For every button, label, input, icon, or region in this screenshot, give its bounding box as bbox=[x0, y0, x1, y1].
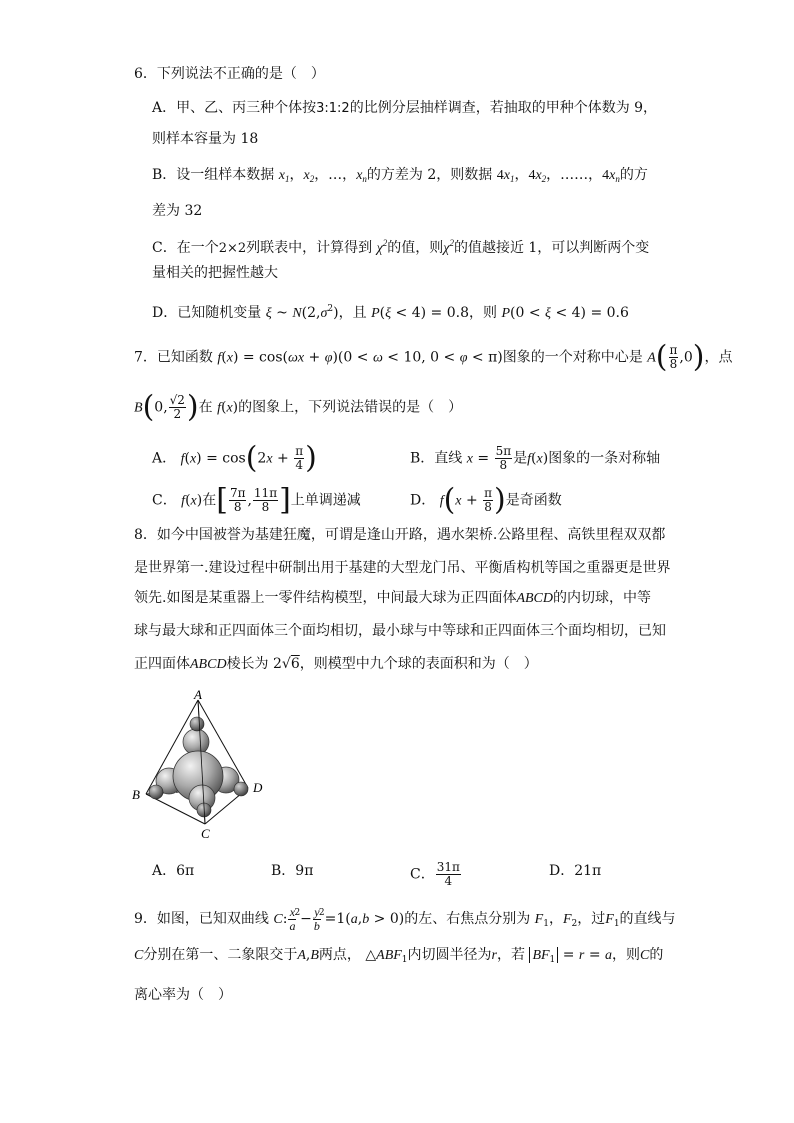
tetrahedron-figure bbox=[128, 688, 278, 843]
q8-option-b: B．9π bbox=[271, 863, 314, 879]
q6-option-c-line2: 量相关的把握性越大 bbox=[152, 265, 278, 281]
small-ball-left bbox=[149, 785, 163, 799]
q7-stem-line1: 7．已知函数 f(x) = cos(ωx + φ)(0 < ω < 10, 0 < φ < π)图象的一个对称中心是 A( $\frac{\pi}{8}$ ,0)，点 bbox=[134, 339, 733, 375]
q8-option-d: D．21π bbox=[549, 863, 602, 879]
vertex-b-label: B bbox=[132, 787, 140, 802]
q9-stem-line2: C分别在第一、二象限交于A,B两点， $\triangle ABF_1$内切圆半径为r，若 $BF_1 = r = a$，则C的 bbox=[134, 947, 664, 965]
q6-stem: 6．下列说法不正确的是（ ） bbox=[134, 66, 325, 82]
q8-option-c: C． $\frac{31\pi}{4}$ bbox=[410, 860, 460, 888]
q8-line1: 8．如今中国被誉为基建狂魔，可谓是逢山开路，遇水架桥.公路里程、高铁里程双双都 bbox=[134, 527, 666, 543]
q8-line2: 是世界第一.建设过程中研制出用于基建的大型龙门吊、平衡盾构机等国之重器更是世界 bbox=[134, 560, 671, 576]
q6-option-b-line2: 差为 32 bbox=[152, 203, 203, 219]
q6-option-a-line2: 则样本容量为 18 bbox=[152, 131, 259, 147]
q8-line3: 领先.如图是某重器上一零件结构模型，中间最大球为正四面体ABCD的内切球，中等 bbox=[134, 590, 652, 606]
q8-line4: 球与最大球和正四面体三个面均相切，最小球与中等球和正四面体三个面均相切，已知 bbox=[134, 623, 666, 639]
q7-option-b: B．直线 x = $\frac{5\pi}{8}$ 是f(x)图象的一条对称轴 bbox=[410, 444, 661, 472]
q7-option-a: A． f(x) = cos(2x + $\frac{\pi}{4}$ ) bbox=[152, 440, 317, 476]
small-ball-top bbox=[190, 717, 204, 731]
q6-option-c-line1: C．在一个2×2列联表中，计算得到 $\chi^2$的值，则$\chi^2$的值越接近 1，可以判断两个变 bbox=[152, 238, 650, 256]
q7-option-c: C． f(x)在[ $\frac{7\pi}{8}$ , $\frac{11\pi}{8}$ ]上单调递减 bbox=[152, 482, 361, 518]
q7-stem-line2: B(0, $\frac{√2}{2}$ )在 f(x)的图象上，下列说法错误的是（ ） bbox=[134, 389, 463, 425]
q9-stem-line1: 9．如图，已知双曲线 C: $\frac{x}{a}$ $^2$− $\frac{y}{b}$ $^2$=1(a,b > 0)的左、右焦点分别为 $F_1$，$F_2$，过$F_1$的直线与 bbox=[134, 904, 676, 933]
vertex-a-label: A bbox=[194, 688, 202, 702]
q6-option-d: D．已知随机变量 ξ ~ $N(2,\sigma^2)$，且 P(ξ < 4) = 0.8，则 P(0 < ξ < 4) = 0.6 bbox=[152, 304, 629, 321]
q8-option-a: A．6π bbox=[152, 863, 195, 879]
q9-stem-line3: 离心率为（ ） bbox=[134, 987, 232, 1003]
vertex-c-label: C bbox=[201, 826, 210, 841]
q6-option-a-line1: A．甲、乙、丙三种个体按3:1:2的比例分层抽样调查，若抽取的甲种个体数为 9， bbox=[152, 100, 658, 116]
q8-line5: 正四面体ABCD棱长为 2√6，则模型中九个球的表面积和为（ ） bbox=[134, 656, 538, 672]
vertex-d-label: D bbox=[253, 780, 263, 795]
q6-option-b-line1: B．设一组样本数据 $x_1$，$x_2$，…，$x_n$的方差为 2，则数据 $4x_1$，$4x_2$，……，$4x_n$的方 bbox=[152, 167, 648, 184]
small-ball-right bbox=[234, 782, 248, 796]
q7-option-d: D． f(x + $\frac{\pi}{8}$ )是奇函数 bbox=[410, 482, 562, 518]
